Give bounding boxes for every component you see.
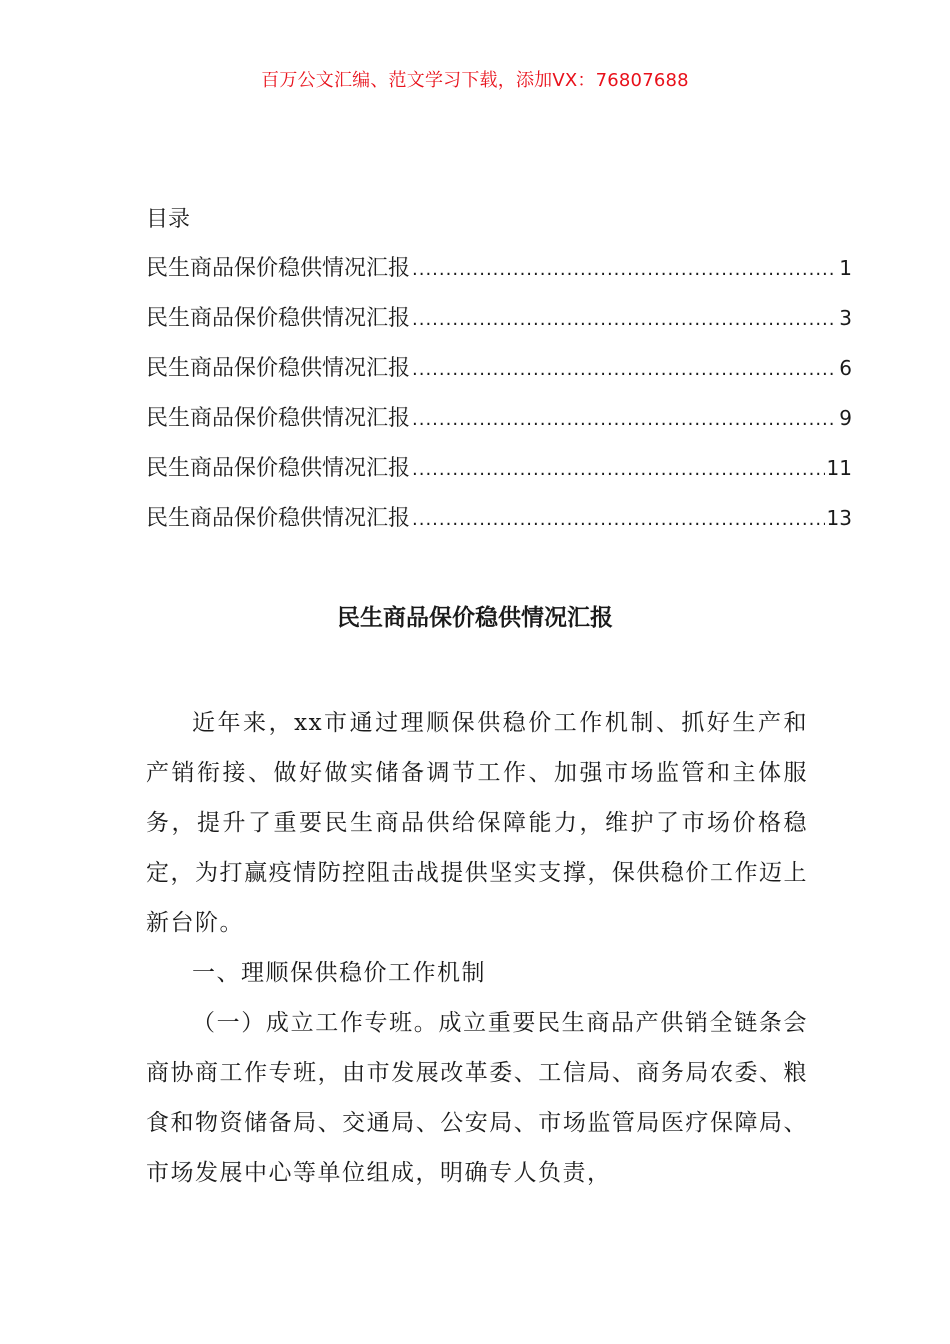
toc-list — [146, 248, 852, 548]
toc-entry[interactable] — [146, 248, 852, 298]
toc-page-number: 1 — [839, 256, 852, 280]
toc-entry[interactable] — [146, 398, 852, 448]
intro-paragraph: 近年来，xx市通过理顺保供稳价工作机制、抓好生产和产销衔接、做好做实储备调节工作、加强市场监管和主体服务，提升了重要民生商品供给保障能力，维护了市场价格稳定，为打赢疫情防控阻击战提供坚实支撑，保供稳价工作迈上新台阶。 — [146, 710, 808, 936]
document-body — [146, 698, 808, 1198]
toc-dot-leader — [412, 500, 825, 540]
toc-title: 目录 — [146, 207, 191, 232]
toc-page-number: 3 — [839, 306, 852, 330]
toc-page-number: 13 — [826, 506, 852, 530]
document-title: 民生商品保价稳供情况汇报 — [337, 604, 613, 631]
toc-dot-leader — [412, 300, 837, 340]
toc-entry-title: 民生商品保价稳供情况汇报 — [146, 256, 411, 281]
toc-entry-title: 民生商品保价稳供情况汇报 — [146, 456, 411, 481]
toc-page-number: 11 — [826, 456, 852, 480]
toc-page-number: 9 — [839, 406, 852, 430]
toc-entry-title: 民生商品保价稳供情况汇报 — [146, 506, 411, 531]
toc-entry[interactable] — [146, 448, 852, 498]
section-heading: 一、理顺保供稳价工作机制 — [192, 960, 486, 986]
toc-dot-leader — [412, 400, 837, 440]
toc-entry-title: 民生商品保价稳供情况汇报 — [146, 356, 411, 381]
toc-dot-leader — [412, 350, 837, 390]
table-of-contents — [146, 200, 852, 548]
toc-entry-title: 民生商品保价稳供情况汇报 — [146, 406, 411, 431]
toc-dot-leader — [412, 250, 837, 290]
toc-dot-leader — [412, 450, 825, 490]
header-note: 百万公文汇编、范文学习下载，添加VX：76807688 — [261, 70, 689, 91]
toc-entry[interactable] — [146, 298, 852, 348]
toc-entry[interactable] — [146, 348, 852, 398]
body-paragraph: （一）成立工作专班。成立重要民生商品产供销全链条会商协商工作专班，由市发展改革委、工信局、商务局农委、粮食和物资储备局、交通局、公安局、市场监管局医疗保障局、市场发展中心等单位组成，明确专人负责， — [146, 1010, 808, 1186]
toc-page-number: 6 — [839, 356, 852, 380]
toc-entry[interactable] — [146, 498, 852, 548]
toc-entry-title: 民生商品保价稳供情况汇报 — [146, 306, 411, 331]
